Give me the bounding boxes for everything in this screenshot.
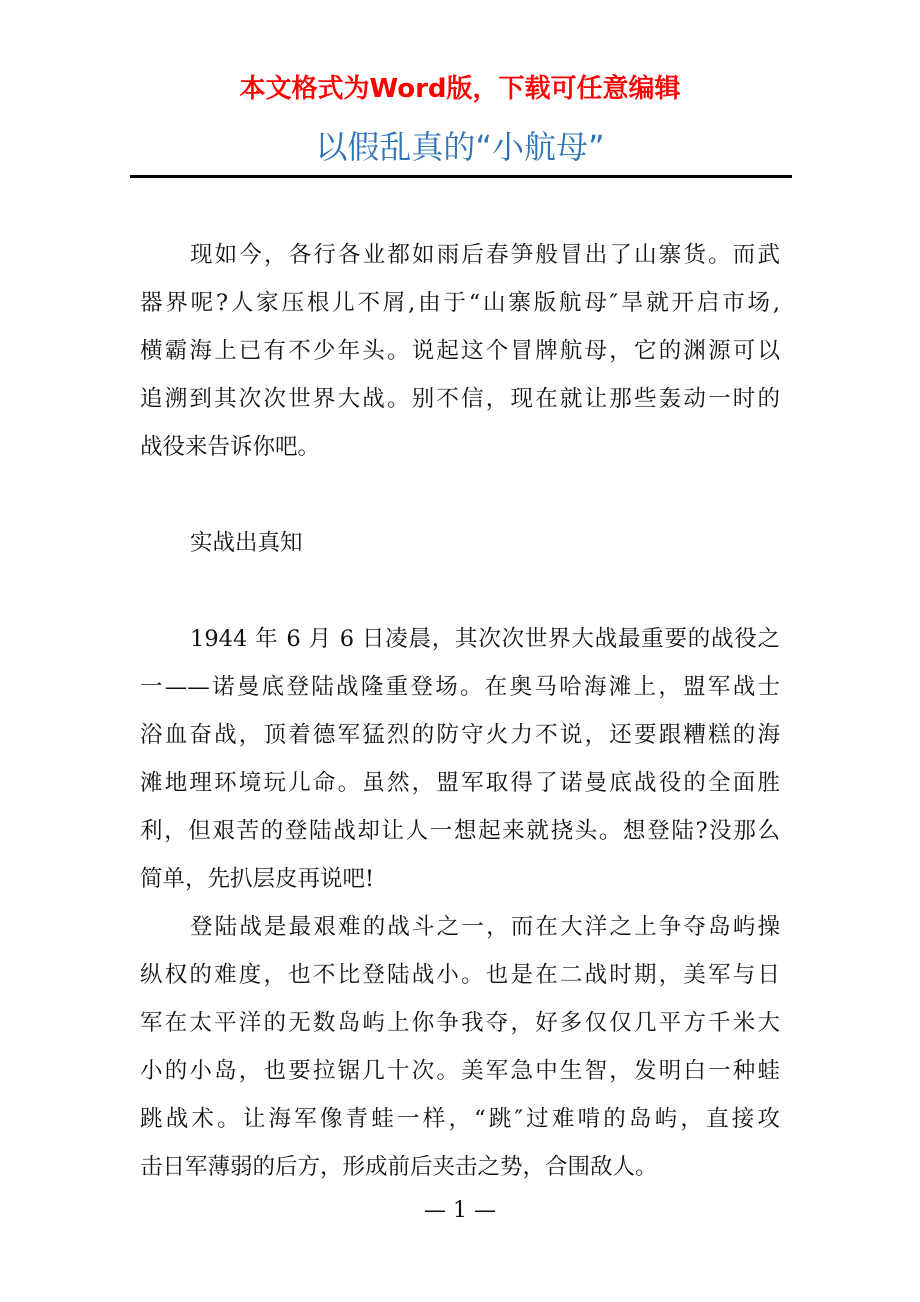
paragraph-line: 器界呢?人家压根儿不屑,由于“山寨版航母″旱就开启市场,	[140, 290, 780, 316]
download-notice-banner: 本文格式为Word版，下载可任意编辑	[239, 74, 681, 104]
paragraph-line: 军在太平洋的无数岛屿上你争我夺，好多仅仅几平方千米大	[140, 1010, 780, 1036]
paragraph-line: 现如今，各行各业都如雨后春笋般冒出了山寨货。而武	[190, 242, 780, 268]
paragraph-line: 简单，先扒层皮再说吧!	[140, 866, 375, 892]
paragraph-line: 浴血奋战，顶着德军猛烈的防守火力不说，还要跟糟糕的海	[140, 722, 780, 748]
paragraph-line: 横霸海上已有不少年头。说起这个冒牌航母，它的渊源可以	[140, 338, 780, 364]
paragraph-line: 一——诺曼底登陆战隆重登场。在奥马哈海滩上，盟军战士	[140, 674, 780, 700]
section-heading: 实战出真知	[190, 530, 303, 556]
paragraph-line: 登陆战是最艰难的战斗之一，而在大洋之上争夺岛屿操	[190, 914, 780, 940]
paragraph-line: 追溯到其次次世界大战。别不信，现在就让那些轰动一时的	[140, 386, 780, 412]
paragraph-line: 1944 年 6 月 6 日凌晨，其次次世界大战最重要的战役之	[190, 626, 780, 652]
paragraph-line: 击日军薄弱的后方，形成前后夹击之势，合围敌人。	[140, 1154, 658, 1180]
paragraph-line: 跳战术。让海军像青蛙一样，“跳″过难啃的岛屿，直接攻	[140, 1106, 780, 1132]
paragraph-line: 战役来告诉你吧。	[140, 434, 321, 460]
paragraph-line: 小的小岛，也要拉锯几十次。美军急中生智，发明白一种蛙	[140, 1058, 780, 1084]
paragraph-line: 利，但艰苦的登陆战却让人一想起来就挠头。想登陆?没那么	[140, 818, 780, 844]
header-divider	[130, 175, 792, 178]
page-number: — 1 —	[424, 1198, 496, 1223]
paragraph-line: 滩地理环境玩儿命。虽然，盟军取得了诺曼底战役的全面胜	[140, 770, 780, 796]
paragraph-line: 纵权的难度，也不比登陆战小。也是在二战时期，美军与日	[140, 962, 780, 988]
document-title: 以假乱真的“小航母”	[315, 128, 605, 166]
